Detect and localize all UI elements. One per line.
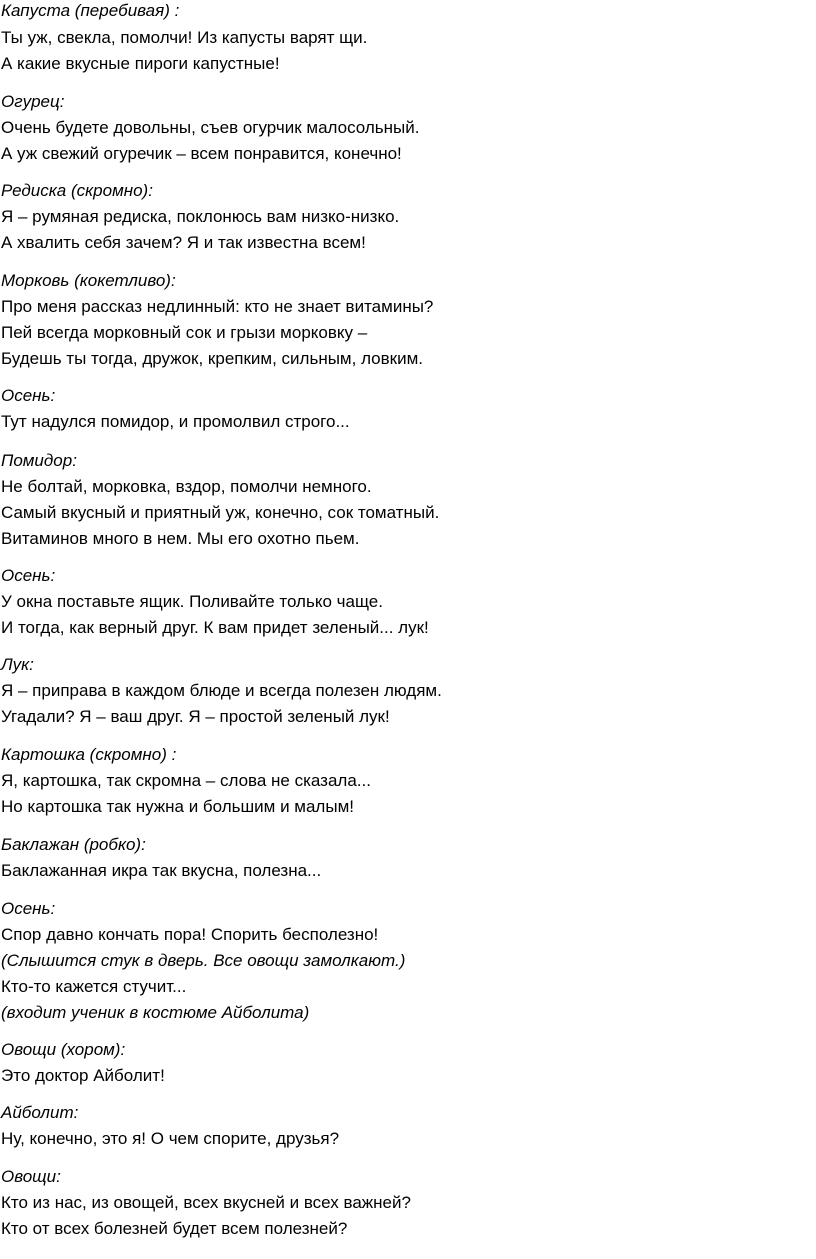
dialogue-line: Я – приправа в каждом блюде и всегда полезен людям. xyxy=(1,681,442,700)
dialogue-line: Ну, конечно, это я! О чем спорите, друзья? xyxy=(1,1129,340,1148)
dialogue-line: Баклажанная икра так вкусна, полезна... xyxy=(1,861,322,880)
dialogue-line: Спор давно кончать пора! Спорить бесполезно! xyxy=(1,925,379,944)
speaker-label: Овощи (хором): xyxy=(1,1040,126,1059)
dialogue-line: Самый вкусный и приятный уж, конечно, сок томатный. xyxy=(1,503,440,522)
dialogue-line: Пей всегда морковный сок и грызи морковку – xyxy=(1,323,368,342)
stage-direction: (входит ученик в костюме Айболита) xyxy=(1,1003,310,1022)
speaker-label: Осень: xyxy=(1,899,56,918)
dialogue-line: Кто-то кажется стучит... xyxy=(1,977,187,996)
speaker-label: Картошка (скромно) : xyxy=(1,745,177,764)
dialogue-line: А хвалить себя зачем? Я и так известна всем! xyxy=(1,233,366,252)
dialogue-line: А уж свежий огуречик – всем понравится, конечно! xyxy=(1,144,402,163)
speaker-label: Баклажан (робко): xyxy=(1,835,146,854)
speaker-label: Морковь (кокетливо): xyxy=(1,271,176,290)
dialogue-line: Я – румяная редиска, поклонюсь вам низко-низко. xyxy=(1,207,400,226)
dialogue-line: У окна поставьте ящик. Поливайте только чаще. xyxy=(1,592,383,611)
speaker-label: Осень: xyxy=(1,386,56,405)
speaker-label: Осень: xyxy=(1,566,56,585)
speaker-label: Помидор: xyxy=(1,451,77,470)
dialogue-line: Очень будете довольны, съев огурчик малосольный. xyxy=(1,118,420,137)
speaker-label: Редиска (скромно): xyxy=(1,181,153,200)
dialogue-line: Но картошка так нужна и большим и малым! xyxy=(1,797,354,816)
stage-direction: (Слышится стук в дверь. Все овощи замолкают.) xyxy=(1,951,406,970)
speaker-label: Айболит: xyxy=(1,1103,79,1122)
dialogue-line: Угадали? Я – ваш друг. Я – простой зеленый лук! xyxy=(1,707,390,726)
dialogue-line: Не болтай, морковка, вздор, помолчи немного. xyxy=(1,477,372,496)
speaker-label: Лук: xyxy=(1,655,34,674)
dialogue-line: А какие вкусные пироги капустные! xyxy=(1,54,280,73)
dialogue-line: Кто от всех болезней будет всем полезней? xyxy=(1,1219,348,1238)
dialogue-line: Тут надулся помидор, и промолвил строго... xyxy=(1,412,350,431)
speaker-label: Огурец: xyxy=(1,92,65,111)
dialogue-line: Это доктор Айболит! xyxy=(1,1066,165,1085)
speaker-label: Капуста (перебивая) : xyxy=(1,1,180,20)
speaker-label: Овощи: xyxy=(1,1167,61,1186)
dialogue-line: Кто из нас, из овощей, всех вкусней и всех важней? xyxy=(1,1193,411,1212)
dialogue-line: Витаминов много в нем. Мы его охотно пьем. xyxy=(1,529,360,548)
dialogue-line: Ты уж, свекла, помолчи! Из капусты варят щи. xyxy=(1,28,368,47)
dialogue-line: И тогда, как верный друг. К вам придет зеленый... лук! xyxy=(1,618,429,637)
dialogue-line: Будешь ты тогда, дружок, крепким, сильным, ловким. xyxy=(1,349,424,368)
dialogue-line: Я, картошка, так скромна – слова не сказала... xyxy=(1,771,371,790)
dialogue-line: Про меня рассказ недлинный: кто не знает витамины? xyxy=(1,297,434,316)
